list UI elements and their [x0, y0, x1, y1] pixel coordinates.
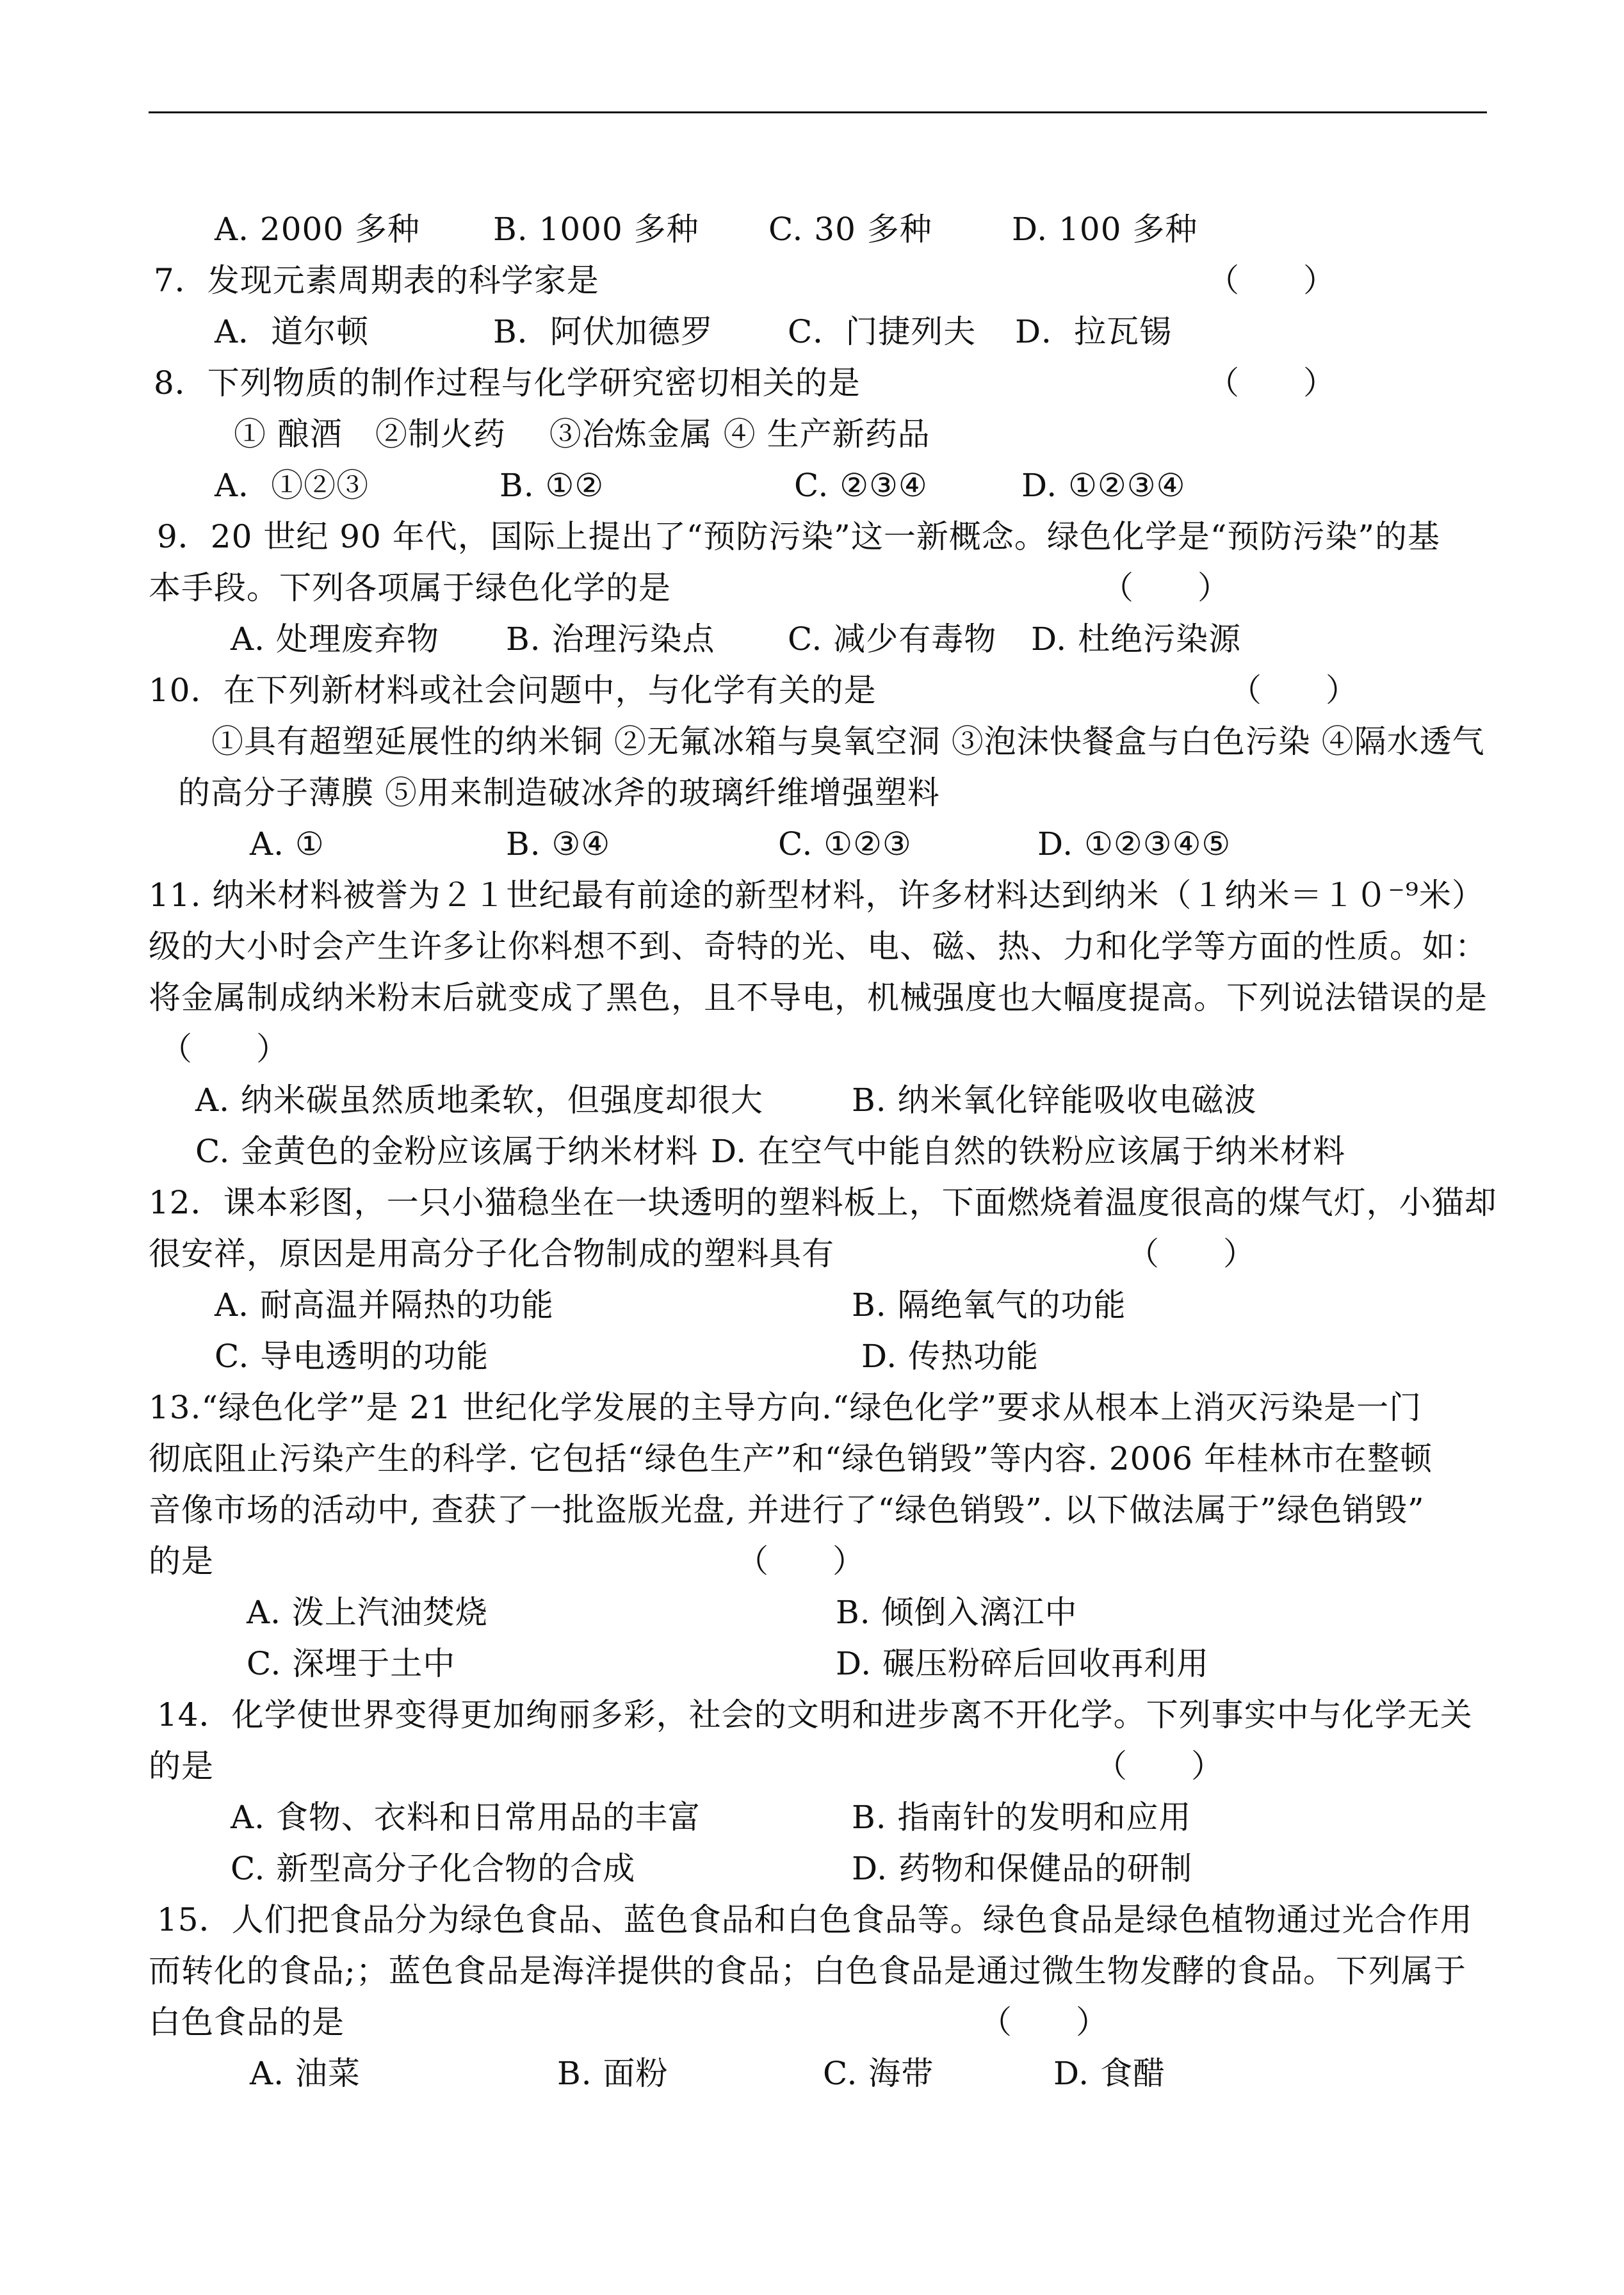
q12-option-b: B. 隔绝氧气的功能	[852, 1286, 1126, 1324]
q7-stem: 7．发现元素周期表的科学家是	[154, 262, 599, 299]
q12-stem-line1: 12．课本彩图，一只小猫稳坐在一块透明的塑料板上，下面燃烧着温度很高的煤气灯，小猫却	[149, 1184, 1497, 1221]
q13-option-c: C. 深埋于土中	[247, 1645, 456, 1682]
header-rule	[149, 111, 1487, 113]
q9-option-b: B. 治理污染点	[506, 620, 715, 658]
q10-option-c: C. ①②③	[778, 825, 912, 863]
q15-option-a: A. 油菜	[250, 2055, 361, 2092]
q11-option-b: B. 纳米氧化锌能吸收电磁波	[852, 1082, 1257, 1119]
q6-option-a: A. 2000 多种	[215, 211, 421, 248]
q9-stem-line1: 9．20 世纪 90 年代，国际上提出了“预防污染”这一新概念。绿色化学是“预防污染”的基	[157, 518, 1440, 555]
q10-items-line1: ①具有超塑延展性的纳米铜 ②无氟冰箱与臭氧空洞 ③泡沫快餐盒与白色污染 ④隔水透气	[211, 723, 1485, 760]
q15-option-b: B. 面粉	[557, 2055, 669, 2092]
q15-answer-blank: （ ）	[980, 2004, 1108, 2041]
q15-option-c: C. 海带	[823, 2055, 934, 2092]
q10-answer-blank: （ ）	[1230, 672, 1358, 709]
q11-stem-line1: 11. 纳米材料被誉为２１世纪最有前途的新型材料，许多材料达到纳米（１纳米＝１０⁻⁹米）	[149, 877, 1484, 914]
q8-items: ① 酿酒 ②制火药 ③冶炼金属 ④ 生产新药品	[234, 416, 930, 453]
q7-option-b: B．阿伏加德罗	[493, 313, 713, 350]
q11-stem-line3: 将金属制成纳米粉末后就变成了黑色，且不导电，机械强度也大幅度提高。下列说法错误的是	[149, 979, 1488, 1016]
q13-stem-line2: 彻底阻止污染产生的科学. 它包括“绿色生产”和“绿色销毁”等内容. 2006 年桂林市在整顿	[149, 1440, 1433, 1477]
q9-option-c: C. 减少有毒物	[788, 620, 997, 658]
q8-answer-blank: （ ）	[1207, 364, 1335, 401]
q12-option-c: C. 导电透明的功能	[215, 1338, 489, 1375]
q11-answer-blank: （ ）	[160, 1030, 288, 1067]
q9-answer-blank: （ ）	[1101, 569, 1230, 606]
q13-answer-blank: （ ）	[736, 1543, 865, 1580]
q14-option-c: C. 新型高分子化合物的合成	[231, 1850, 636, 1887]
q8-option-b: B. ①②	[499, 467, 605, 504]
q13-option-d: D. 碾压粉碎后回收再利用	[836, 1645, 1210, 1682]
q7-option-a: A．道尔顿	[215, 313, 369, 350]
q7-answer-blank: （ ）	[1207, 262, 1335, 299]
q11-option-c: C. 金黄色的金粉应该属于纳米材料	[195, 1133, 699, 1170]
q13-stem-line1: 13.“绿色化学”是 21 世纪化学发展的主导方向.“绿色化学”要求从根本上消灭污染是一门	[149, 1389, 1422, 1426]
q14-option-a: A. 食物、衣料和日常用品的丰富	[231, 1799, 701, 1836]
q6-option-b: B. 1000 多种	[493, 211, 699, 248]
q9-option-a: A. 处理废弃物	[231, 620, 439, 658]
q6-option-d: D. 100 多种	[1012, 211, 1198, 248]
q14-stem-line1: 14．化学使世界变得更加绚丽多彩，社会的文明和进步离不开化学。下列事实中与化学无关	[157, 1696, 1473, 1733]
q12-option-a: A. 耐高温并隔热的功能	[215, 1286, 554, 1324]
q15-option-d: D. 食醋	[1053, 2055, 1166, 2092]
q11-stem-line2: 级的大小时会产生许多让你料想不到、奇特的光、电、磁、热、力和化学等方面的性质。如：	[149, 928, 1488, 965]
q8-option-a: A．①②③	[215, 467, 369, 504]
q7-option-c: C．门捷列夫	[788, 313, 977, 350]
q15-stem-line1: 15．人们把食品分为绿色食品、蓝色食品和白色食品等。绿色食品是绿色植物通过光合作用	[157, 1901, 1473, 1938]
q10-stem: 10．在下列新材料或社会问题中，与化学有关的是	[149, 672, 877, 709]
q13-stem-line3: 音像市场的活动中, 查获了一批盗版光盘, 并进行了“绿色销毁”. 以下做法属于”绿色销毁”	[149, 1491, 1425, 1529]
q15-stem-line2: 而转化的食品;；蓝色食品是海洋提供的食品；白色食品是通过微生物发酵的食品。下列属于	[149, 1952, 1466, 1990]
q11-option-a: A. 纳米碳虽然质地柔软，但强度却很大	[195, 1082, 763, 1119]
q9-option-d: D. 杜绝污染源	[1031, 620, 1242, 658]
q14-stem-line2: 的是	[149, 1748, 214, 1785]
q7-option-d: D．拉瓦锡	[1015, 313, 1173, 350]
q6-option-c: C. 30 多种	[768, 211, 932, 248]
q14-answer-blank: （ ）	[1095, 1748, 1223, 1785]
q13-option-a: A. 泼上汽油焚烧	[247, 1594, 488, 1631]
q14-option-b: B. 指南针的发明和应用	[852, 1799, 1192, 1836]
q10-items-line2: 的高分子薄膜 ⑤用来制造破冰斧的玻璃纤维增强塑料	[178, 774, 940, 811]
q13-option-b: B. 倾倒入漓江中	[836, 1594, 1078, 1631]
q12-stem-line2: 很安祥，原因是用高分子化合物制成的塑料具有	[149, 1235, 834, 1272]
q12-answer-blank: （ ）	[1127, 1235, 1255, 1272]
q9-stem-line2: 本手段。下列各项属于绿色化学的是	[149, 569, 671, 606]
q10-option-b: B. ③④	[506, 825, 611, 863]
q8-option-d: D. ①②③④	[1021, 467, 1186, 504]
q11-option-d: D. 在空气中能自然的铁粉应该属于纳米材料	[711, 1133, 1346, 1170]
q8-stem: 8．下列物质的制作过程与化学研究密切相关的是	[154, 364, 861, 401]
q10-option-d: D. ①②③④⑤	[1037, 825, 1231, 863]
q14-option-d: D. 药物和保健品的研制	[852, 1850, 1193, 1887]
q13-stem-line4: 的是	[149, 1543, 214, 1580]
q12-option-d: D. 传热功能	[861, 1338, 1039, 1375]
q10-option-a: A. ①	[250, 825, 325, 863]
q8-option-c: C. ②③④	[794, 467, 928, 504]
q15-stem-line3: 白色食品的是	[149, 2004, 345, 2041]
